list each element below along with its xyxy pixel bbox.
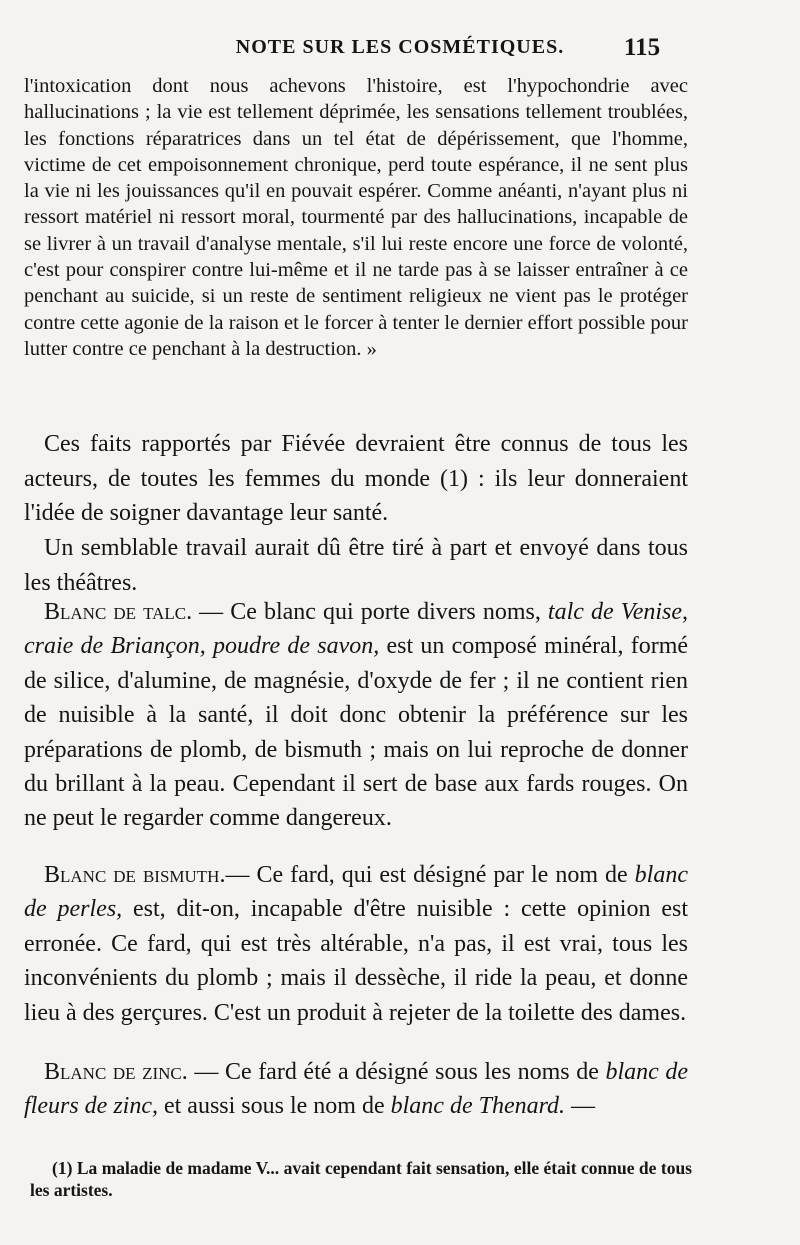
- section-heading-bismuth: Blanc de bismuth.: [44, 862, 226, 888]
- zinc-mid: et aussi sous le nom de: [157, 1093, 391, 1120]
- zinc-dash: — Ce fard été a désigné sous les noms de: [187, 1059, 606, 1085]
- paragraph-blanc-de-bismuth: [24, 858, 688, 1030]
- bismuth-name: blanc de perles,: [24, 862, 688, 923]
- paragraph-theatres: Un semblable travail aurait dû être tiré à part et envoyé dans tous les théâtres.: [24, 535, 688, 596]
- footnote: (1) La maladie de madame V... avait cependant fait sensation, elle était connue de tous les artistes.: [30, 1158, 692, 1200]
- paragraph-actors-text: Ces faits rapportés par Fiévée devraient être connus de tous les acteurs, de toutes les femmes du monde: [24, 431, 688, 492]
- bismuth-dash: — Ce fard, qui est désigné par le nom de: [225, 862, 635, 888]
- quote-paragraph: l'intoxication dont nous achevons l'histoire, est l'hypochondrie avec hallucinations ; la vie est tellement déprimée, les sensations tellement troublées, les fonctions réparatrices dans un tel état de dépérissement, que l'homme, victime de cet empoisonnement chronique, perd toute espérance, il ne sent plus la vie ni les jouissances qu'il en pouvait espérer. Comme anéanti, n'ayant plus ni ressort matériel ni ressort moral, tourmenté par des hallucinations, incapable de se livrer à un travail d'analyse mentale, s'il lui reste encore une force de volonté, c'est pour conspirer contre lui-même et il ne tarde pas à se laisser entraîner à ce penchant au suicide, si un reste de sentiment religieux ne vient pas le protéger contre cette agonie de la raison et le forcer à tenter le dernier effort possible pour lutter contre ce penchant à la destruction. »: [24, 75, 688, 360]
- page-header: [0, 34, 800, 64]
- talc-names: talc de Venise, craie de Briançon, poudre de savon,: [24, 599, 689, 660]
- talc-dash: — Ce blanc qui porte divers noms,: [192, 599, 548, 625]
- page-number: 115: [624, 34, 661, 61]
- running-title: NOTE SUR LES COSMÉTIQUES.: [235, 36, 565, 58]
- footnote-reference: (1): [440, 465, 468, 492]
- paragraph-actors: [24, 427, 688, 531]
- zinc-name-2: blanc de Thenard.: [390, 1093, 566, 1120]
- talc-text: est un composé minéral, formé de silice, d'alumine, de magnésie, d'oxyde de fer ; il ne contient rien de nuisible à la santé, il doit donc obtenir la préférence sur les préparations de plomb, de bismuth ; mais on lui reproche de donner du brillant à la peau. Cependant il sert de base aux fards rouges. On ne peut le regarder comme dangereux.: [24, 633, 689, 832]
- zinc-end: —: [565, 1093, 596, 1120]
- zinc-name-1: blanc de fleurs de zinc,: [24, 1059, 688, 1120]
- paragraph-actors-end: : ils leur donneraient l'idée de soigner davantage leur santé.: [24, 465, 688, 526]
- section-heading-talc: Blanc de talc.: [44, 599, 193, 625]
- paragraph-blanc-de-zinc: [24, 1055, 688, 1124]
- section-heading-zinc: Blanc de zinc.: [44, 1059, 188, 1085]
- paragraph-blanc-de-talc: [24, 595, 688, 836]
- bismuth-text: est, dit-on, incapable d'être nuisible : cette opinion est erronée. Ce fard, qui est très altérable, n'a pas, il est vrai, tous les inconvénients du plomb ; mais il dessèche, il ride la peau, et donne lieu à des gerçures. C'est un produit à rejeter de la toilette des dames.: [24, 896, 688, 1026]
